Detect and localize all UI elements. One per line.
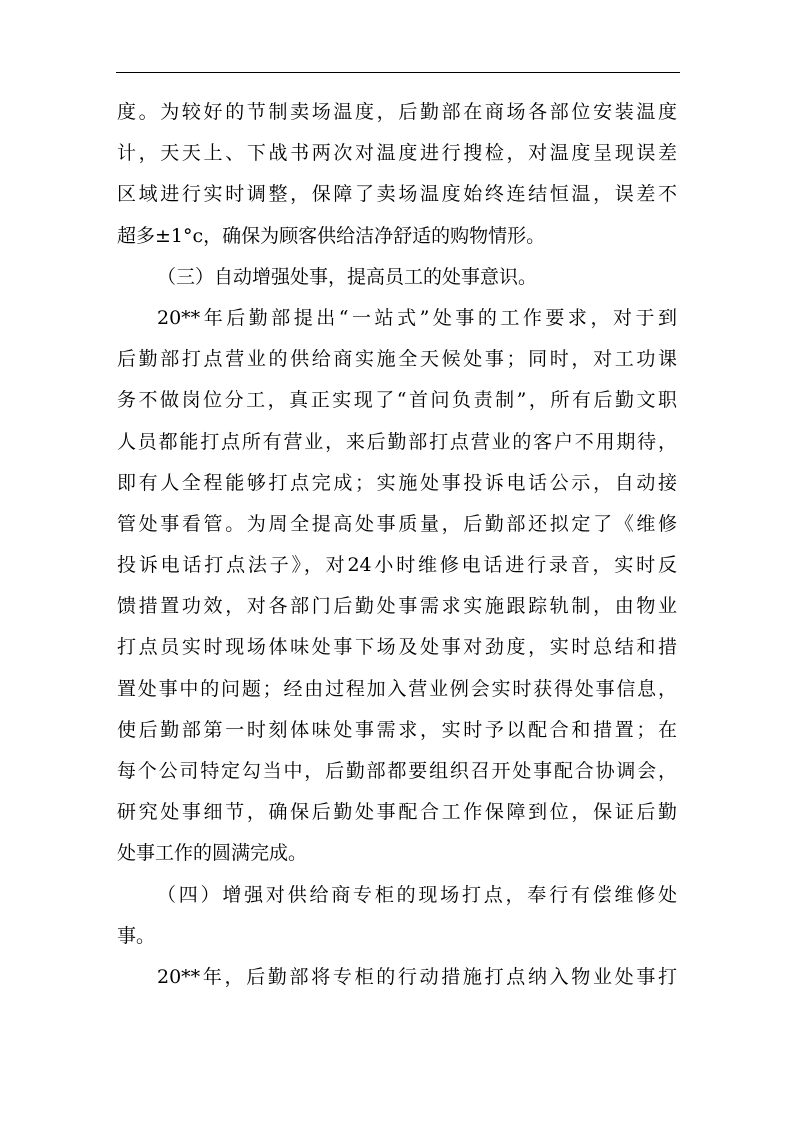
- text-line: 事。: [117, 924, 156, 947]
- text-line: 每个公司特定勾当中，后勤部都要组织召开处事配合协调会，: [117, 760, 677, 782]
- header-rule: [116, 72, 680, 73]
- text-line: 20**年，后勤部将专柜的行动措施打点纳入物业处事打: [157, 965, 677, 988]
- text-line: 人员都能打点所有营业，来后勤部打点营业的客户不用期待，: [117, 430, 677, 453]
- section-heading-3: （三）自动增强处事，提高员工的处事意识。: [157, 265, 538, 288]
- text-line: 使后勤部第一时刻体味处事需求，实时予以配合和措置；在: [117, 718, 677, 741]
- text-line: 打点员实时现场体味处事下场及处事对劲度，实时总结和措: [117, 636, 677, 659]
- text-line: 后勤部打点营业的供给商实施全天候处事；同时，对工功课: [117, 348, 677, 371]
- text-line: 度。为较好的节制卖场温度，后勤部在商场各部位安装温度: [117, 101, 677, 123]
- text-line: 研究处事细节，确保后勤处事配合工作保障到位，保证后勤: [117, 801, 677, 824]
- text-line: 馈措置功效，对各部门后勤处事需求实施跟踪轨制，由物业: [117, 595, 677, 618]
- text-line: 管处事看管。为周全提高处事质量，后勤部还拟定了《维修: [117, 512, 677, 535]
- text-line: 置处事中的问题；经由过程加入营业例会实时获得处事信息，: [117, 677, 677, 700]
- text-line: 区域进行实时调整，保障了卖场温度始终连结恒温，误差不: [117, 183, 677, 206]
- document-body: [117, 92, 677, 998]
- section-heading-4: （四）增强对供给商专柜的现场打点，奉行有偿维修处: [157, 883, 677, 906]
- text-line: 务不做岗位分工，真正实现了“首问负责制”，所有后勤文职: [117, 389, 677, 412]
- text-line: 投诉电话打点法子》，对24小时维修电话进行录音，实时反: [117, 554, 677, 577]
- text-line: 即有人全程能够打点完成；实施处事投诉电话公示，自动接: [117, 471, 677, 494]
- text-line: 20**年后勤部提出“一站式”处事的工作要求，对于到: [157, 306, 677, 329]
- text-line: 计，天天上、下战书两次对温度进行搜检，对温度呈现误差: [117, 142, 677, 165]
- text-line: 处事工作的圆满完成。: [117, 842, 308, 865]
- text-line: 超多±1°c，确保为顾客供给洁净舒适的购物情形。: [117, 224, 546, 247]
